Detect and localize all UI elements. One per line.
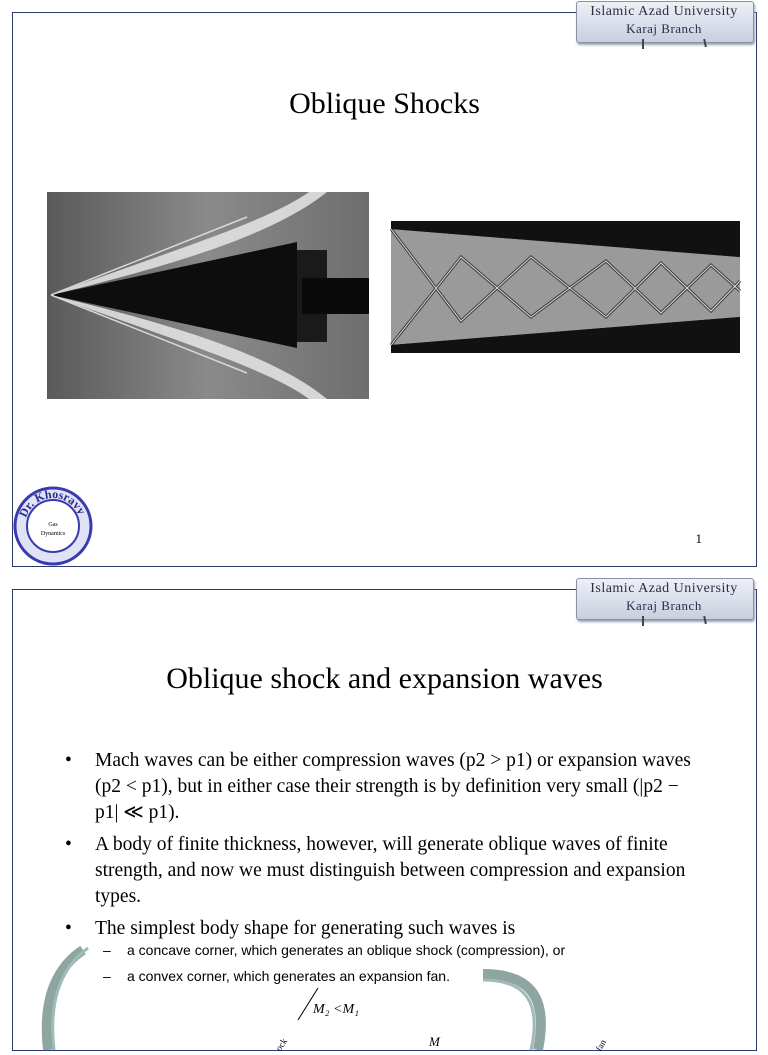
sub-bullet-item: – a convex corner, which generates an expansion fan. <box>101 966 661 992</box>
label-m2-less-m1: M₂ <M₁ <box>313 1002 360 1017</box>
label-fan: fan <box>593 1037 609 1053</box>
bullet-item: • Mach waves can be either compression waves (p2 > p1) or expansion waves (p2 < p1), but in either case their strength is by definition very small (|p2 − p1| ≪ p1). <box>63 748 703 826</box>
slide-1 <box>12 4 757 567</box>
university-logo <box>576 1 752 49</box>
slide-2 <box>12 581 757 1053</box>
page-number: 1 <box>695 531 702 546</box>
bullet-item: • A body of finite thickness, however, will generate oblique waves of finite strength, and now we must distinguish between compression and expansion types. <box>63 832 703 910</box>
logo-line-1: Islamic Azad University <box>590 581 738 596</box>
logo-line-2: Karaj Branch <box>626 21 702 36</box>
sub-bullet-item: – a concave corner, which generates an oblique shock (compression), or <box>101 940 661 966</box>
label-m: M <box>429 1034 440 1049</box>
author-badge <box>13 486 93 566</box>
logo-line-1: Islamic Azad University <box>590 4 738 19</box>
cone-shock-photo <box>47 192 369 399</box>
slide-title: Oblique shock and expansion waves <box>166 662 603 695</box>
label-shock: ock <box>273 1036 290 1053</box>
bullet-list <box>63 748 703 948</box>
logo-line-2: Karaj Branch <box>626 598 702 613</box>
badge-subject-2: Dynamics <box>40 531 66 537</box>
nozzle-shock-diamonds-photo <box>391 221 740 353</box>
bullet-item: • The simplest body shape for generating such waves is <box>63 916 703 942</box>
slide-title: Oblique Shocks <box>289 87 480 120</box>
badge-name: Dr. Khosravy <box>15 486 89 520</box>
corner-flow-diagram <box>13 950 756 1053</box>
university-logo <box>576 578 752 626</box>
badge-subject-1: Gas <box>48 522 58 528</box>
